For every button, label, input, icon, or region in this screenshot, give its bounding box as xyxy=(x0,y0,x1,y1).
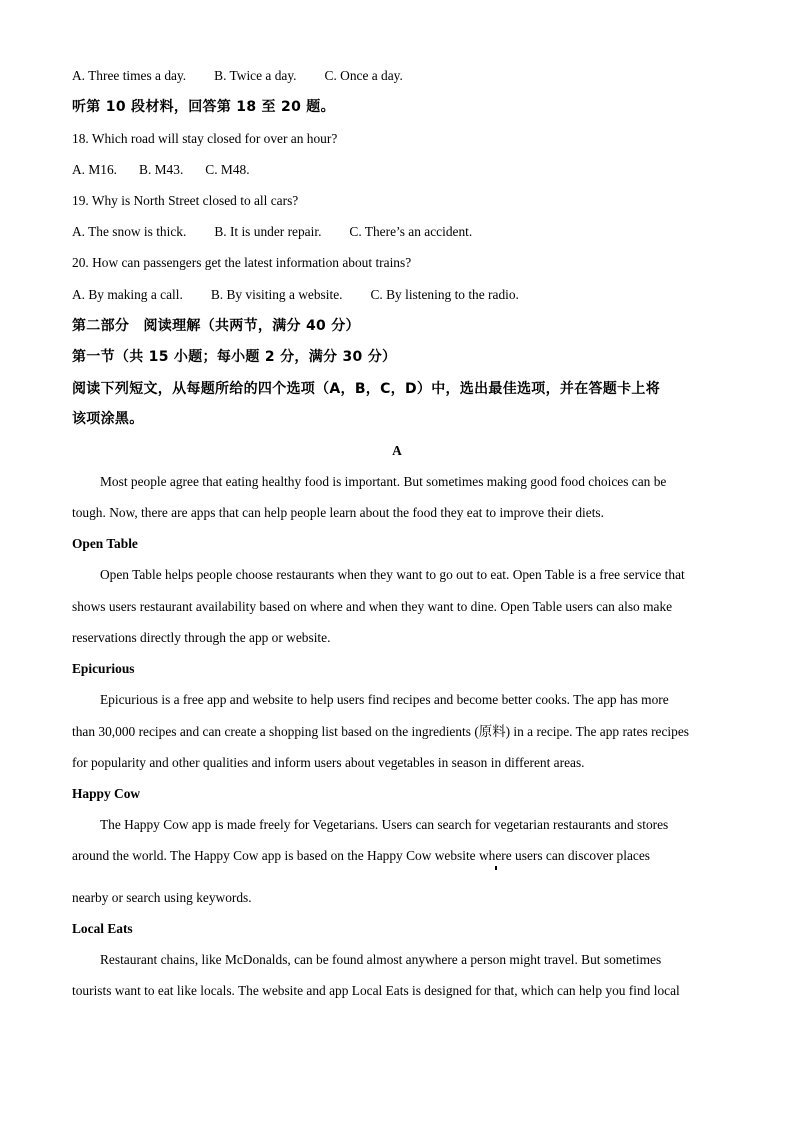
q19-question: 19. Why is North Street closed to all cars? xyxy=(72,193,299,208)
q17-option-a: A. Three times a day. xyxy=(72,68,187,83)
open-table-heading: Open Table xyxy=(72,536,138,551)
local-eats-heading: Local Eats xyxy=(72,921,133,936)
q19-options xyxy=(72,223,472,241)
epicurious-line-3: for popularity and other qualities and inform users about vegetables in season in different areas. xyxy=(72,755,585,770)
q18-option-b: B. M43. xyxy=(139,162,184,177)
q19-option-b: B. It is under repair. xyxy=(214,224,322,239)
happy-cow-line-1: The Happy Cow app is made freely for Vegetarians. Users can search for vegetarian restaurants and stores xyxy=(100,817,669,832)
epicurious-line-2: than 30,000 recipes and can create a shopping list based on the ingredients (原料) in a recipe. The app rates recipes xyxy=(72,724,689,739)
passage-label: A xyxy=(392,443,402,458)
epicurious-line-1: Epicurious is a free app and website to help users find recipes and become better cooks. The app has more xyxy=(100,692,669,707)
open-table-line-2: shows users restaurant availability based on where and when they want to dine. Open Table users can also make xyxy=(72,599,673,614)
local-eats-line-2: tourists want to eat like locals. The website and app Local Eats is designed for that, which can help you find local xyxy=(72,983,680,998)
open-table-line-1: Open Table helps people choose restaurants when they want to go out to eat. Open Table is a free service that xyxy=(100,567,685,582)
instruction-line-1: 阅读下列短文，从每题所给的四个选项（A，B，C，D）中，选出最佳选项，并在答题卡上将 xyxy=(72,381,660,397)
happy-cow-line-3: nearby or search using keywords. xyxy=(72,890,252,905)
q17-options xyxy=(72,67,403,85)
q18-option-c: C. M48. xyxy=(205,162,250,177)
part2-title: 第二部分 阅读理解（共两节，满分 40 分） xyxy=(72,318,360,334)
q18-option-a: A. M16. xyxy=(72,162,118,177)
stray-mark xyxy=(495,866,497,870)
q20-options xyxy=(72,286,519,304)
section1-title: 第一节（共 15 小题；每小题 2 分，满分 30 分） xyxy=(72,349,397,365)
happy-cow-line-2: around the world. The Happy Cow app is based on the Happy Cow website where users can discover places xyxy=(72,848,651,863)
section10-instruction: 听第 10 段材料，回答第 18 至 20 题。 xyxy=(72,99,335,115)
q17-option-b: B. Twice a day. xyxy=(214,68,297,83)
q20-option-b: B. By visiting a website. xyxy=(210,287,343,302)
open-table-line-3: reservations directly through the app or website. xyxy=(72,630,331,645)
instruction-line-2: 该项涂黑。 xyxy=(72,411,144,427)
q17-option-c: C. Once a day. xyxy=(324,68,403,83)
epicurious-heading: Epicurious xyxy=(72,661,135,676)
q18-question: 18. Which road will stay closed for over an hour? xyxy=(72,131,338,146)
q18-options xyxy=(72,161,250,179)
intro-line-1: Most people agree that eating healthy food is important. But sometimes making good food choices can be xyxy=(100,474,667,489)
happy-cow-heading: Happy Cow xyxy=(72,786,141,801)
q20-option-c: C. By listening to the radio. xyxy=(370,287,519,302)
q20-question: 20. How can passengers get the latest information about trains? xyxy=(72,255,412,270)
local-eats-line-1: Restaurant chains, like McDonalds, can be found almost anywhere a person might travel. But sometimes xyxy=(100,952,662,967)
intro-line-2: tough. Now, there are apps that can help people learn about the food they eat to improve their diets. xyxy=(72,505,604,520)
q19-option-a: A. The snow is thick. xyxy=(72,224,187,239)
q20-option-a: A. By making a call. xyxy=(72,287,183,302)
q19-option-c: C. There’s an accident. xyxy=(349,224,473,239)
